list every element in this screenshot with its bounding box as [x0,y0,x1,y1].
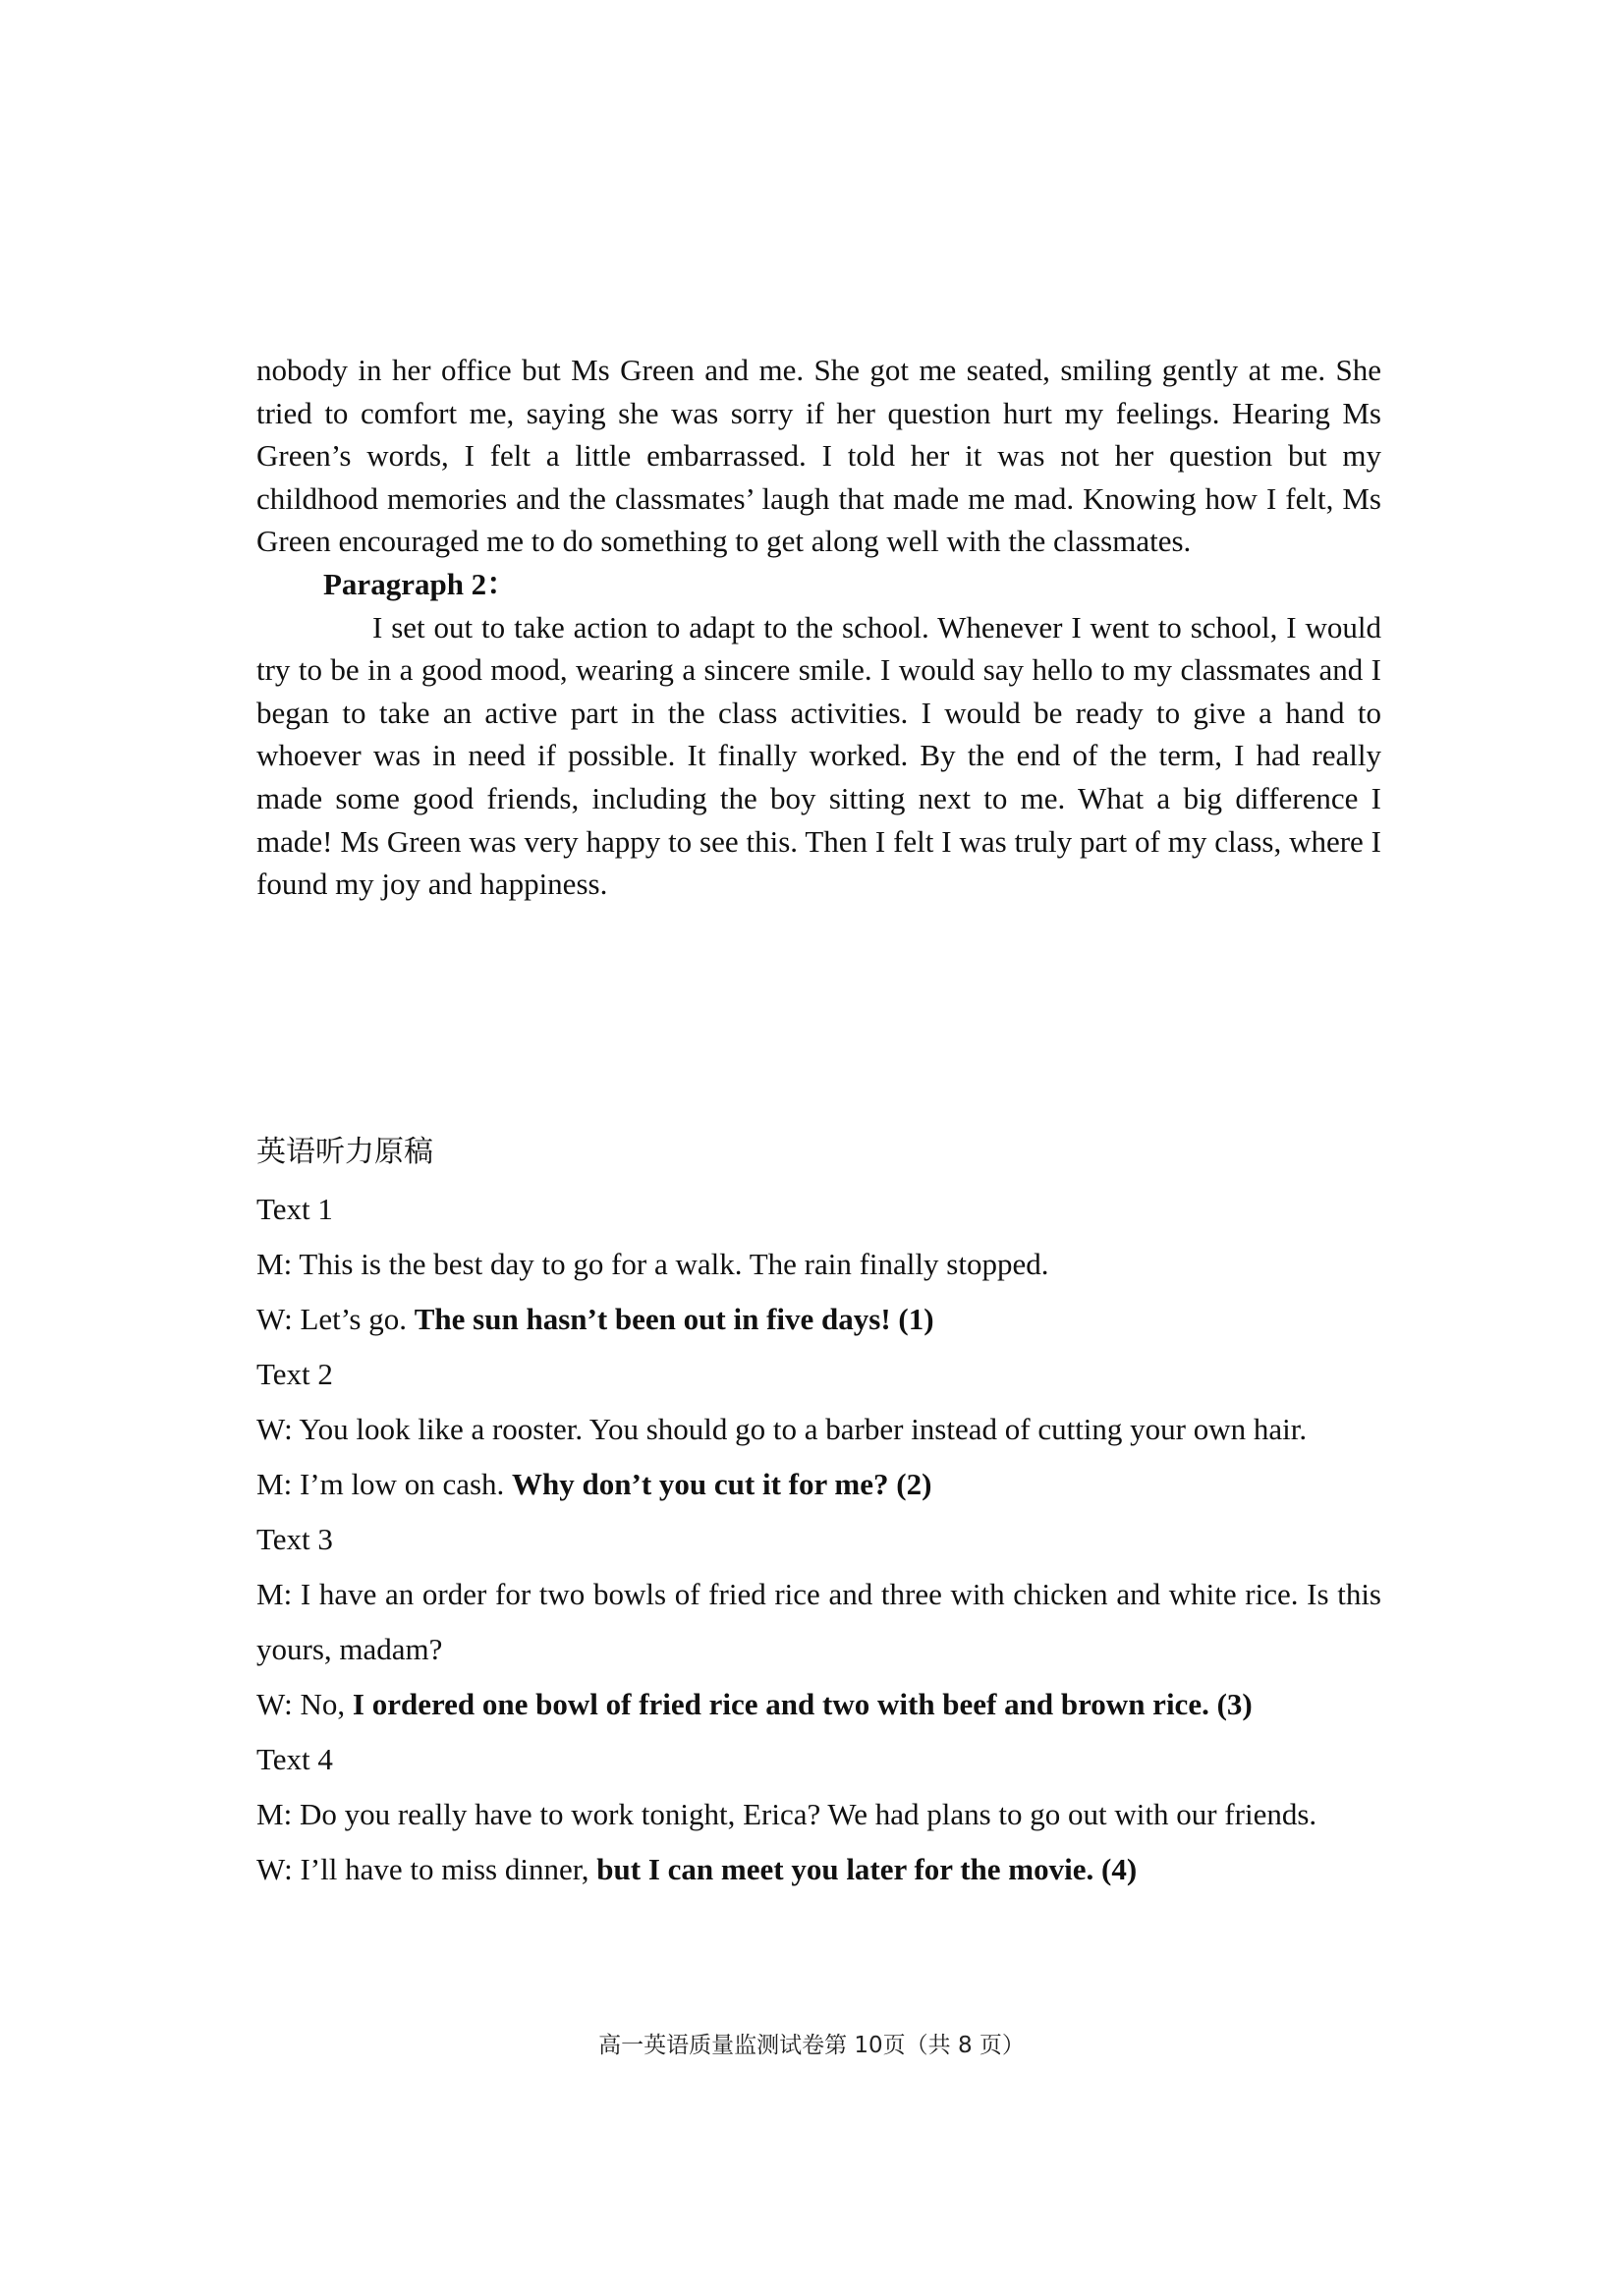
speaker-label: W: [256,1852,293,1886]
answer-key-text: I ordered one bowl of fried rice and two with beef and brown rice. (3) [352,1687,1253,1721]
line-text: I’ll have to miss dinner, [292,1852,597,1886]
essay-section [256,349,1381,906]
text-label: Text 3 [256,1522,333,1556]
dialogue-line [256,1842,1381,1897]
speaker-label: M: [256,1247,293,1281]
dialogue-line [256,1292,1381,1347]
speaker-label: M: [256,1467,293,1501]
essay-continuation-paragraph: nobody in her office but Ms Green and me. She got me seated, smiling gently at me. She tried to comfort me, saying she was sorry if her question hurt my feelings. Hearing Ms Green’s words, I felt a little embarrassed. I told her it was not her question but my childhood memories and the classmates’ laugh that made me mad. Knowing how I felt, Ms Green encouraged me to do something to get along well with the classmates. [256,353,1381,559]
text-label: Text 1 [256,1192,333,1226]
transcript-title: 英语听力原稿 [256,1135,433,1169]
text-label: Text 4 [256,1742,333,1776]
paragraph-2-text: I set out to take action to adapt to the school. Whenever I went to school, I would try to be in a good mood, wearing a sincere smile. I would say hello to my classmates and I began to take an active part in the class activities. I would be ready to give a hand to whoever was in need if possible. It finally worked. By the end of the term, I had really made some good friends, including the boy sitting next to me. What a big difference I made! Ms Green was very happy to see this. Then I felt I was truly part of my class, where I found my joy and happiness. [256,609,1381,902]
dialogue-line [256,1787,1381,1842]
line-text: I have an order for two bowls of fried rice and three with chicken and white rice. Is this yours, madam? [256,1577,1381,1666]
page-footer: 高一英语质量监测试卷第 10页（共 8 页） [598,2033,1025,2058]
line-text: Do you really have to work tonight, Erica? We had plans to go out with our friends. [292,1797,1317,1831]
line-text: No, [292,1687,353,1721]
line-text: I’m low on cash. [292,1467,513,1501]
answer-key-text: but I can meet you later for the movie. (4) [596,1852,1138,1886]
speaker-label: M: [256,1797,293,1831]
speaker-label: M: [256,1577,293,1611]
listening-transcript [256,1125,1381,1897]
line-text: Let’s go. [292,1302,415,1336]
dialogue-line [256,1567,1381,1677]
paragraph-2-heading: Paragraph 2： [323,566,518,601]
answer-key-text: Why don’t you cut it for me? (2) [512,1467,932,1501]
line-text: This is the best day to go for a walk. The rain finally stopped. [292,1247,1049,1281]
dialogue-line [256,1237,1381,1292]
speaker-label: W: [256,1302,293,1336]
line-text: You look like a rooster. You should go to a barber instead of cutting your own hair. [292,1412,1308,1446]
dialogue-line [256,1402,1381,1457]
dialogue-line [256,1677,1381,1732]
text-label: Text 2 [256,1357,333,1391]
answer-key-text: The sun hasn’t been out in five days! (1) [414,1302,934,1336]
speaker-label: W: [256,1412,293,1446]
dialogue-line [256,1457,1381,1512]
speaker-label: W: [256,1687,293,1721]
